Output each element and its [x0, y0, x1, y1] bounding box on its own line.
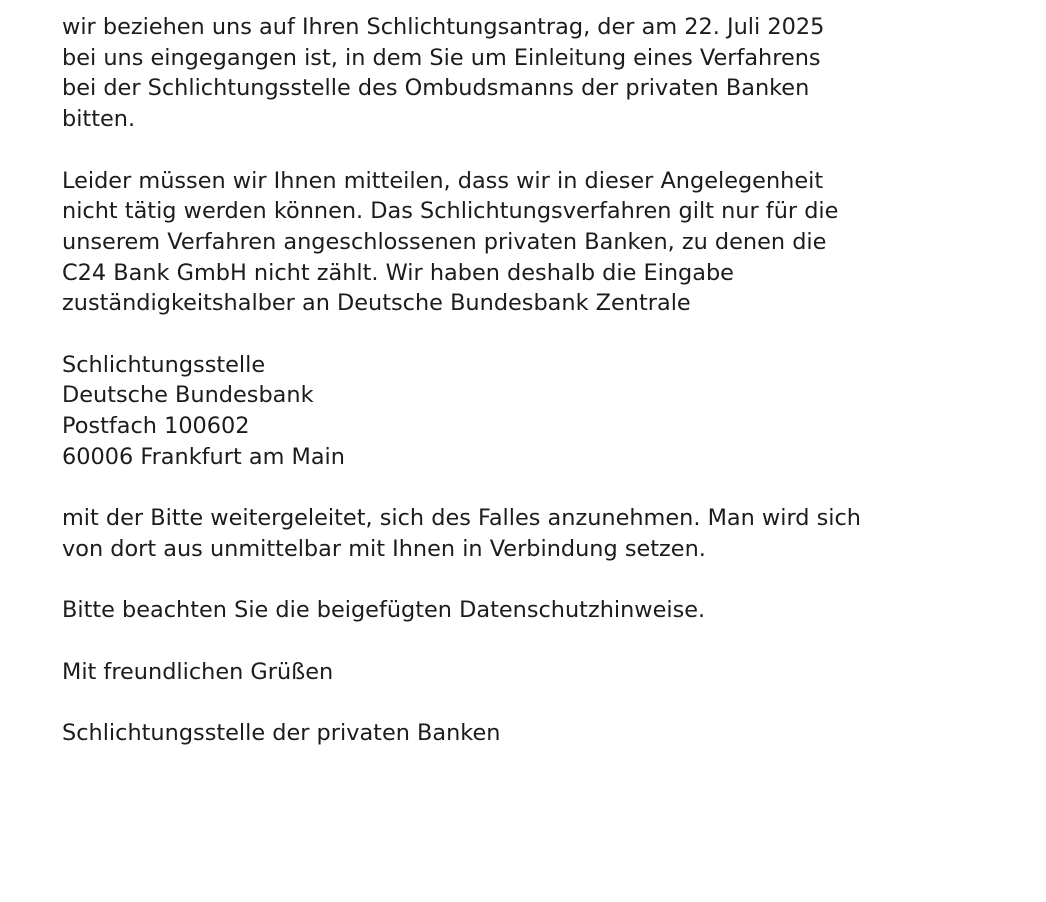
intro-paragraph: wir beziehen uns auf Ihren Schlichtungsantrag, der am 22. Juli 2025 bei uns eingegangen ist, in dem Sie um Einleitung eines Verfahrens bei der Schlichtungsstelle des Ombudsmanns der privaten Banken bitten. [62, 14, 825, 133]
forwarding-paragraph: mit der Bitte weitergeleitet, sich des Falles anzunehmen. Man wird sich von dort aus unmittelbar mit Ihnen in Verbindung setzen. [62, 505, 861, 562]
sender-signature: Schlichtungsstelle der privaten Banken [62, 720, 501, 747]
forwarding-address: Schlichtungsstelle Deutsche Bundesbank Postfach 100602 60006 Frankfurt am Main [62, 351, 345, 470]
closing-salutation: Mit freundlichen Grüßen [62, 658, 334, 685]
notice-paragraph: Leider müssen wir Ihnen mitteilen, dass wir in dieser Angelegenheit nicht tätig werden können. Das Schlichtungsverfahren gilt nur für die unserem Verfahren angeschlossenen privaten Banken, zu denen die C24 Bank GmbH nicht zählt. Wir haben deshalb die Eingabe zuständigkeitshalber an Deutsche Bundesbank Zentrale [62, 167, 839, 317]
privacy-note: Bitte beachten Sie die beigefügten Datenschutzhinweise. [62, 597, 706, 624]
letter-body [62, 12, 1037, 749]
